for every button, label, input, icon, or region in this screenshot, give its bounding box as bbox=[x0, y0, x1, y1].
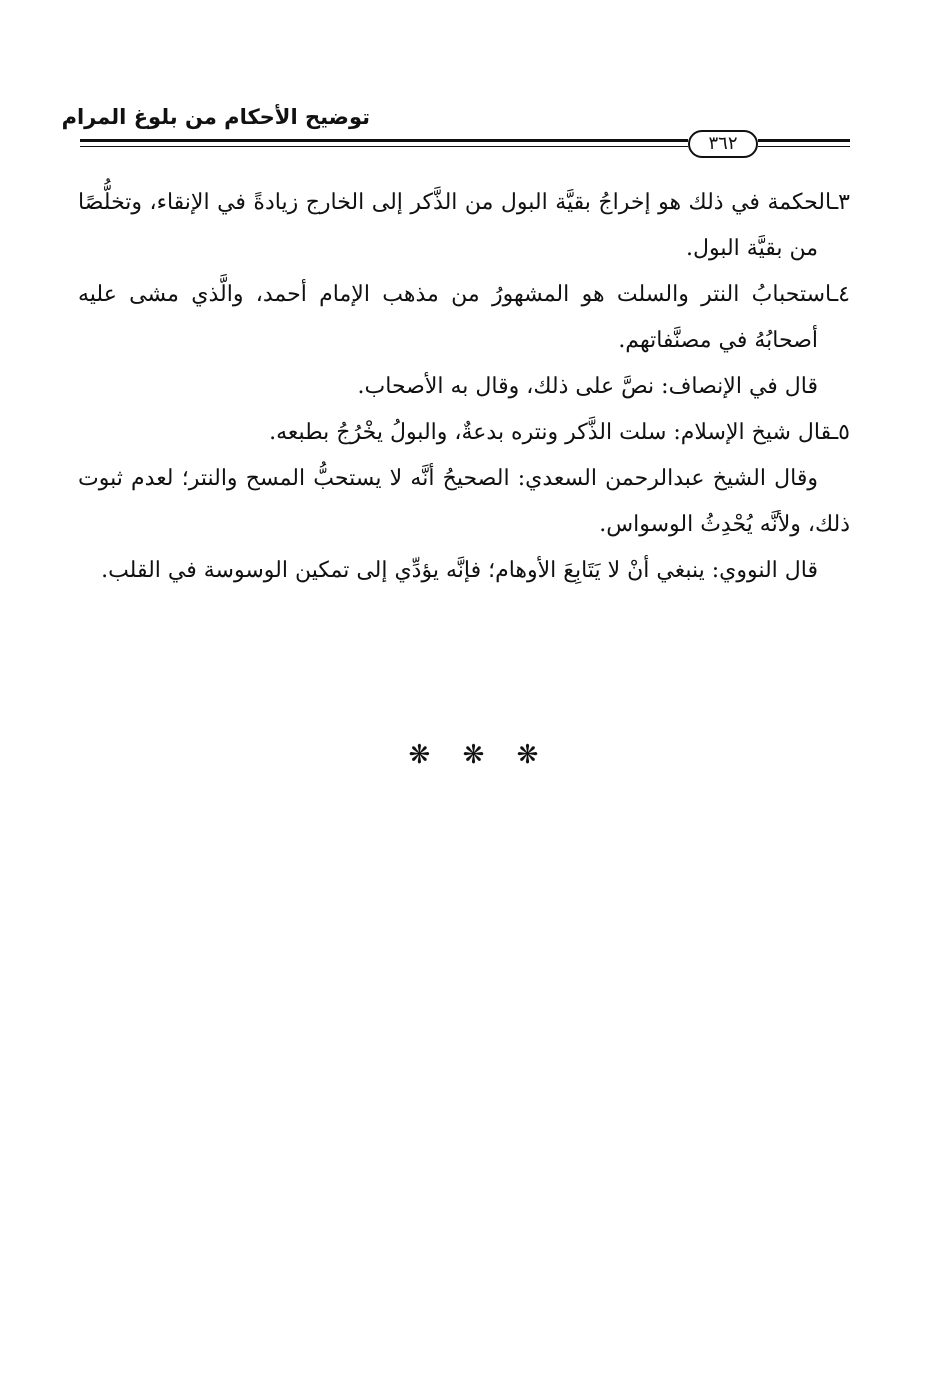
point-number: ٣ـ bbox=[831, 190, 850, 215]
body-text bbox=[78, 180, 850, 594]
separator-star-icon: ❋ bbox=[408, 740, 431, 770]
header-rule-right-thin bbox=[758, 146, 850, 147]
paragraph-text: الحكمة في ذلك هو إخراجُ بقيَّة البول من الذَّكر إلى الخارج زيادةً في الإنقاء، وتخلُّصًا من بقيَّة البول. bbox=[78, 190, 832, 261]
paragraph-saadi-quote: وقال الشيخ عبدالرحمن السعدي: الصحيحُ أنَّه لا يستحبُّ المسح والنتر؛ لعدم ثبوت ذلك، ولأنَّه يُحْدِثُ الوسواس. bbox=[78, 466, 850, 537]
separator-star-icon: ❋ bbox=[462, 740, 485, 770]
header-rule-left-thin bbox=[80, 146, 688, 147]
paragraph-insaf-quote: قال في الإنصاف: نصَّ على ذلك، وقال به الأصحاب. bbox=[357, 374, 818, 399]
paragraph-point-3 bbox=[78, 180, 850, 272]
running-title: توضيح الأحكام من بلوغ المرام bbox=[61, 105, 370, 129]
page-number-text: ٣٦٢ bbox=[708, 133, 738, 154]
paragraph-text: قال شيخ الإسلام: سلت الذَّكر ونتره بدعةٌ، والبولُ يخْرُجُ بطبعه. bbox=[269, 420, 832, 445]
point-number: ٥ـ bbox=[831, 420, 850, 445]
section-separator bbox=[0, 740, 947, 770]
header-rule-right-thick bbox=[758, 139, 850, 142]
paragraph-text: استحبابُ النتر والسلت هو المشهورُ من مذهب الإمام أحمد، والَّذي مشى عليه أصحابُهُ في مصنَّفاتهم. bbox=[78, 282, 832, 353]
header-rule-left-thick bbox=[80, 139, 688, 142]
page-number bbox=[688, 130, 758, 158]
paragraph-point-4 bbox=[78, 272, 850, 364]
separator-star-icon: ❋ bbox=[516, 740, 539, 770]
paragraph-point-5 bbox=[78, 410, 850, 456]
point-number: ٤ـ bbox=[831, 282, 850, 307]
paragraph-nawawi-quote: قال النووي: ينبغي أنْ لا يَتَابِعَ الأوهام؛ فإنَّه يؤدِّي إلى تمكين الوسوسة في القلب. bbox=[101, 558, 818, 583]
